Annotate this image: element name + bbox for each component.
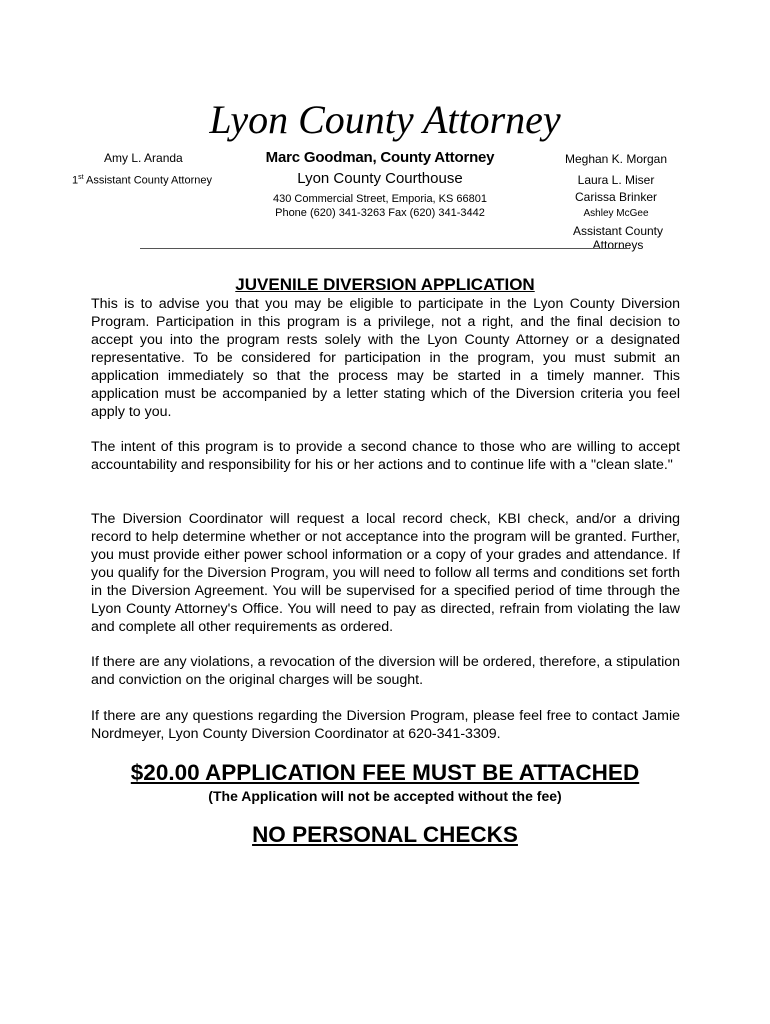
letterhead-title: Lyon County Attorney [209,97,561,142]
role-ordinal: 1 [72,174,79,187]
office-address: 430 Commercial Street, Emporia, KS 66801 [273,193,487,205]
assistant-attorney-role [72,174,212,187]
paragraph-eligibility: This is to advise you that you may be eligible to participate in the Lyon County Diversion Program. Participation in this program is a privilege, not a right, and the final decision to accept you into the program rests solely with the Lyon County Attorney or a designated representative. To be considered for participation in the program, you must submit an application immediately so that the process may be started in a timely manner. This application must be accompanied by a letter stating which of the Diversion criteria you feel apply to you. [91,296,680,420]
role-text: Assistant County Attorney [83,174,212,187]
paragraph-contact: If there are any questions regarding the Diversion Program, please feel free to contact Jamie Nordmeyer, Lyon County Diversion Coordinator at 620-341-3309. [91,708,680,742]
application-fee-note: (The Application will not be accepted without the fee) [208,788,562,804]
paragraph-requirements: The Diversion Coordinator will request a local record check, KBI check, and/or a driving record to help determine whether or not acceptance into the program will be granted. Further, you must provide either power school information or a copy of your grades and attendance. If you qualify for the Diversion Program, you will need to follow all terms and conditions set forth in the Diversion Agreement. You will be supervised for a specified period of time through the Lyon County Attorney's Office. You will need to pay as directed, refrain from violating the law and complete all other requirements as ordered. [91,511,680,635]
attorney-name-2: Laura L. Miser [577,173,655,187]
role-ordinal-suffix: st [78,174,84,181]
county-attorney-name: Marc Goodman, County Attorney [265,149,495,166]
paragraph-violations: If there are any violations, a revocation of the diversion will be ordered, therefore, a stipulation and conviction on the original charges will be sought. [91,654,680,688]
assistant-attorney-name: Amy L. Aranda [104,151,183,165]
attorney-name-4: Ashley McGee [583,208,649,219]
no-personal-checks-notice: NO PERSONAL CHECKS [252,822,518,847]
office-phone-fax: Phone (620) 341-3263 Fax (620) 341-3442 [275,207,485,219]
application-fee-notice: $20.00 APPLICATION FEE MUST BE ATTACHED [130,760,640,785]
paragraph-intent: The intent of this program is to provide a second chance to those who are willing to accept accountability and responsibility for his or her actions and to continue life with a "clean slate." [91,439,680,473]
attorney-name-1: Meghan K. Morgan [564,152,668,166]
document-heading: JUVENILE DIVERSION APPLICATION [235,275,535,294]
assistant-attorneys-role: Assistant County Attorneys [572,224,664,252]
letterhead-divider [140,248,630,249]
courthouse-name: Lyon County Courthouse [297,170,463,187]
attorney-name-3: Carissa Brinker [574,190,658,204]
